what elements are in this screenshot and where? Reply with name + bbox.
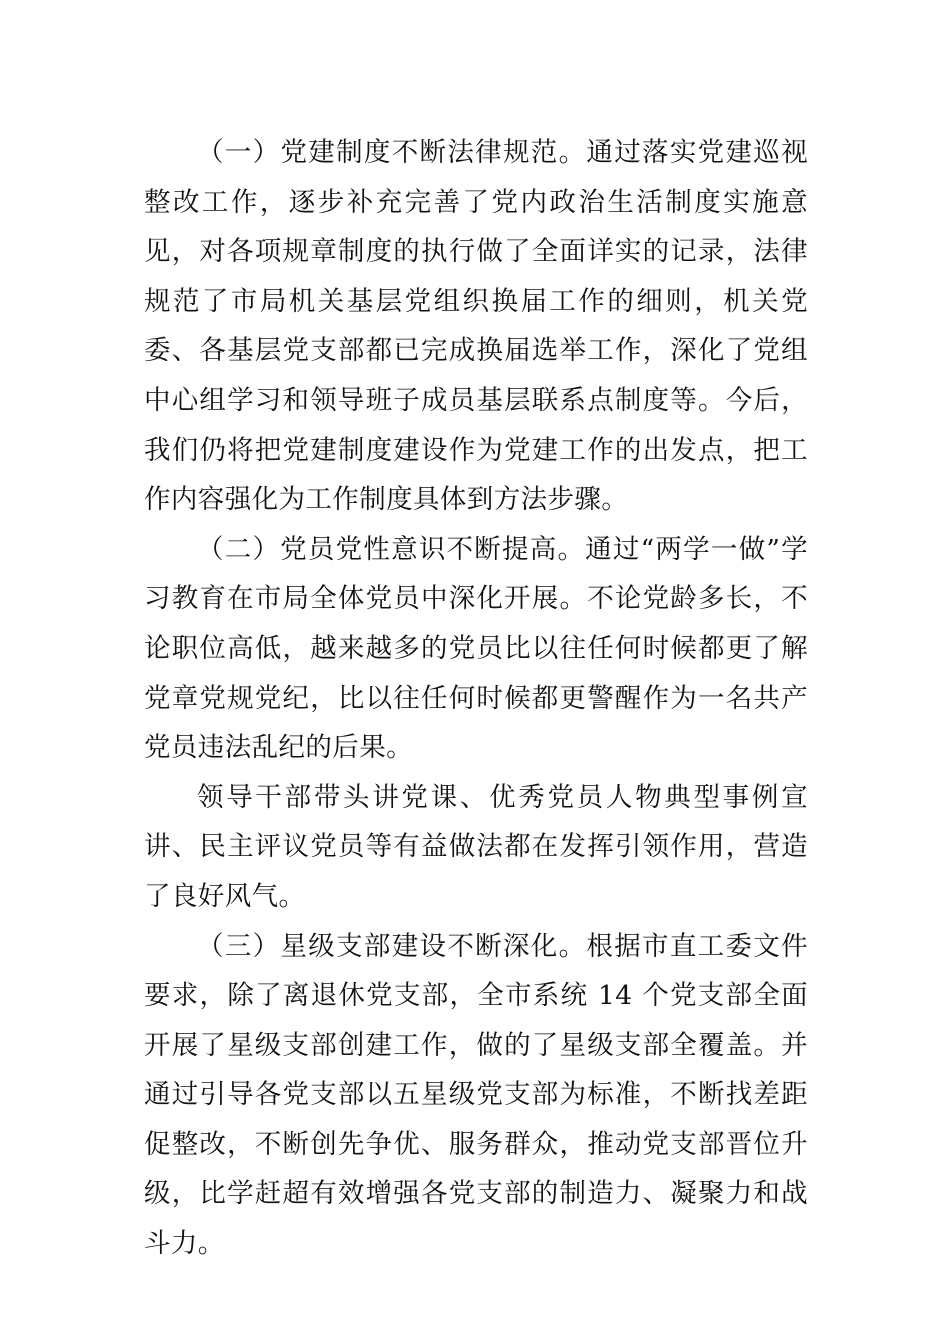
paragraph-star-branch: （三）星级支部建设不断深化。根据市直工委文件要求，除了离退休党支部，全市系统 14 个党支部全面开展了星级支部创建工作，做的了星级支部全覆盖。并通过引导各党支部以五星级党支部为标准，不断找差距促整改，不断创先争优、服务群众，推动党支部晋位升级，比学赶超有效增强各党支部的制造力、凝聚力和战斗力。 bbox=[144, 930, 808, 1260]
paragraph-party-system: （一）党建制度不断法律规范。通过落实党建巡视整改工作，逐步补充完善了党内政治生活制度实施意见，对各项规章制度的执行做了全面详实的记录，法律规范了市局机关基层党组织换届工作的细则，机关党委、各基层党支部都已完成换届选举工作，深化了党组中心组学习和领导班子成员基层联系点制度等。今后，我们仍将把党建制度建设作为党建工作的出发点，把工作内容强化为工作制度具体到方法步骤。 bbox=[144, 137, 808, 516]
document-body bbox=[144, 128, 808, 1269]
paragraph-leaders-example: 领导干部带头讲党课、优秀党员人物典型事例宣讲、民主评议党员等有益做法都在发挥引领作用，营造了良好风气。 bbox=[144, 781, 808, 912]
paragraph-party-awareness: （二）党员党性意识不断提高。通过“两学一做”学习教育在市局全体党员中深化开展。不论党龄多长，不论职位高低，越来越多的党员比以往任何时候都更了解党章党规党纪，比以往任何时候都更警醒作为一名共产党员违法乱纪的后果。 bbox=[144, 533, 808, 764]
